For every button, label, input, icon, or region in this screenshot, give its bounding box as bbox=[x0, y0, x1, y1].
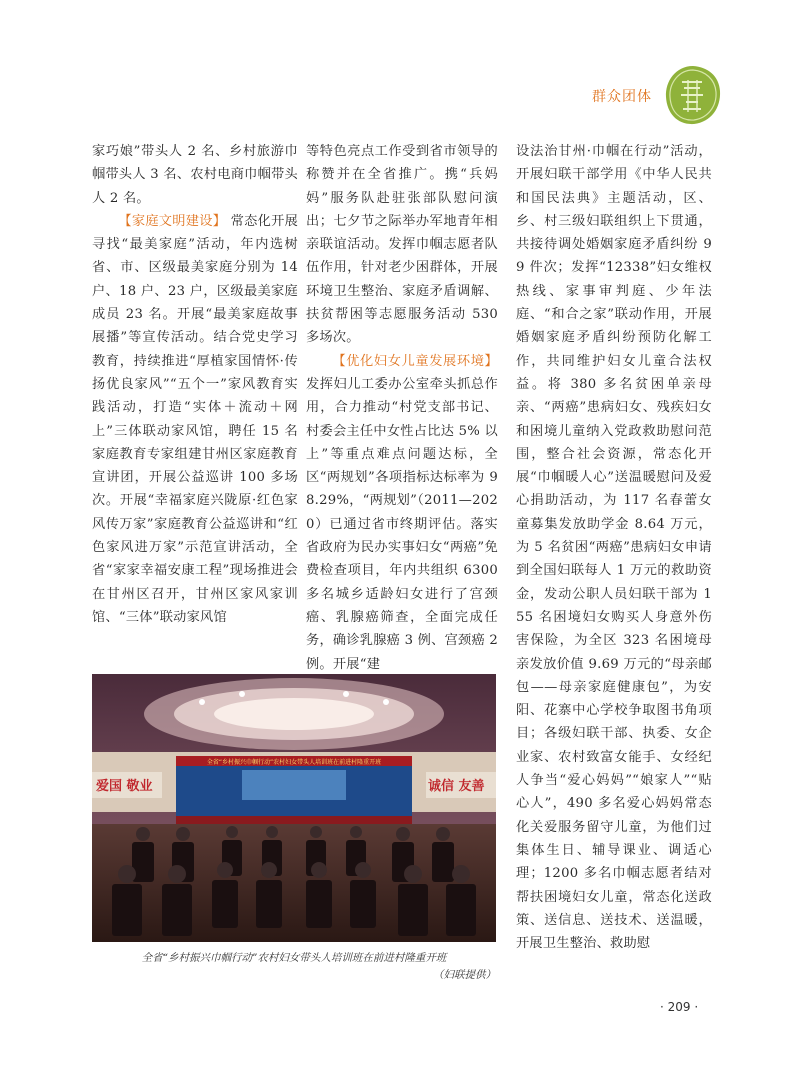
paragraph: 家巧娘”带头人 2 名、乡村旅游巾帼带头人 3 名、农村电商巾帼带头人 2 名。 bbox=[92, 144, 298, 206]
paragraph-women-children bbox=[306, 350, 498, 676]
text-column-1 bbox=[92, 140, 298, 629]
paragraph: 等特色亮点工作受到省市领导的称赞并在全省推广。携“兵妈妈”服务队赴驻张部队慰问演出；七夕节之际举办军地青年相亲联谊活动。发挥巾帼志愿者队伍作用，针对老少困群体，开展环境卫生整治、家庭矛盾调解、扶贫帮困等志愿服务活动 530 多场次。 bbox=[306, 144, 498, 346]
text-column-3 bbox=[516, 140, 712, 955]
left-slogan: 爱国 敬业 bbox=[96, 779, 153, 794]
event-photo bbox=[92, 674, 496, 942]
photo-credit: （妇联提供） bbox=[433, 969, 496, 981]
right-slogan: 诚信 友善 bbox=[428, 779, 485, 794]
page-number: · 209 · bbox=[660, 1000, 699, 1014]
text-column-2 bbox=[306, 140, 498, 676]
section-body: 常态化开展寻找“最美家庭”活动，年内选树省、市、区级最美家庭分别为 14 户、18 户、23 户，区级最美家庭成员 23 名。开展“最美家庭故事展播”等宣传活动。结合党史学习教育，持续推进“厚植家国情怀·传扬优良家风”“五个一”家风教育实践活动，打造“实体＋流动＋网上”三体联动家风馆，聘任 15 名家庭教育专家组建甘州区家庭教育宣讲团，开展公益巡讲 100 多场次。开展“幸福家庭兴陇原·红色家风传万家”家庭教育公益巡讲和“红色家风进万家”示范宣讲活动，全省“家家幸福安康工程”现场推进会在甘州区召开，甘州区家风家训馆、“三体”联动家风馆 bbox=[92, 213, 299, 625]
meeting-hall-illustration bbox=[92, 674, 496, 942]
section-heading: 【优化妇女儿童发展环境】 bbox=[332, 353, 498, 369]
section-heading: 【家庭文明建设】 bbox=[118, 213, 227, 229]
photo-caption: 全省“乡村振兴巾帼行动”农村妇女带头人培训班在前进村隆重开班 bbox=[141, 952, 447, 964]
seal-emblem-icon bbox=[664, 64, 722, 126]
paragraph: 设法治甘州·巾帼在行动”活动，开展妇联干部学用《中华人民共和国民法典》主题活动，区、乡、村三级妇联组织上下贯通，共接待调处婚姻家庭矛盾纠纷 99 件次；发挥“12338”妇女维权热线、家事审判庭、少年法庭、“和合之家”联动作用，开展婚姻家庭矛盾纠纷预防化解工作，共同维护妇女儿童合法权益。将 380 多名贫困单亲母亲、“两癌”患病妇女、残疾妇女和困境儿童纳入党政救助慰问范围，整合社会资源，常态化开展“巾帼暖人心”送温暖慰问及爱心捐助活动，为 117 名春蕾女童募集发放助学金 8.64 万元，为 5 名贫困“两癌”患病妇女申请到全国妇联每人 1 万元的救助资金，发动公职人员妇联干部为 155 名困境妇女购买人身意外伤害保险，为全区 323 名困境母亲发放价值 9.69 万元的“母亲邮包——母亲家庭健康包”，为安阳、花寨中心学校争取图书角项目；各级妇联干部、执委、女企业家、农村致富女能手、女经纪人争当“爱心妈妈”“娘家人”“贴心人”，490 多名爱心妈妈常态化关爱服务留守儿童，为他们过集体生日、辅导课业、调适心理；1200 多名巾帼志愿者结对帮扶困境妇女儿童，常态化送政策、送信息、送技术、送温暖，开展卫生整治、救助慰 bbox=[516, 144, 712, 952]
section-label: 群众团体 bbox=[592, 89, 652, 105]
section-body: 发挥妇儿工委办公室牵头抓总作用，合力推动“村党支部书记、村委会主任中女性占比达 5% 以上”等重点难点问题达标，全区“两规划”各项指标达标率为 98.29%，“两规划”（2011—2020）已通过省市终期评估。落实省政府为民办实事妇女“两癌”免费检查项目，年内共组织 6300 多名城乡适龄妇女进行了宫颈癌、乳腺癌筛查，全面完成任务，确诊乳腺癌 3 例、宫颈癌 2 例。开展“建 bbox=[306, 376, 498, 672]
paragraph-family-civilization bbox=[92, 210, 298, 629]
stage-banner: 全省“乡村振兴巾帼行动”农村妇女带头人培训班在前进村隆重开班 bbox=[206, 759, 382, 766]
